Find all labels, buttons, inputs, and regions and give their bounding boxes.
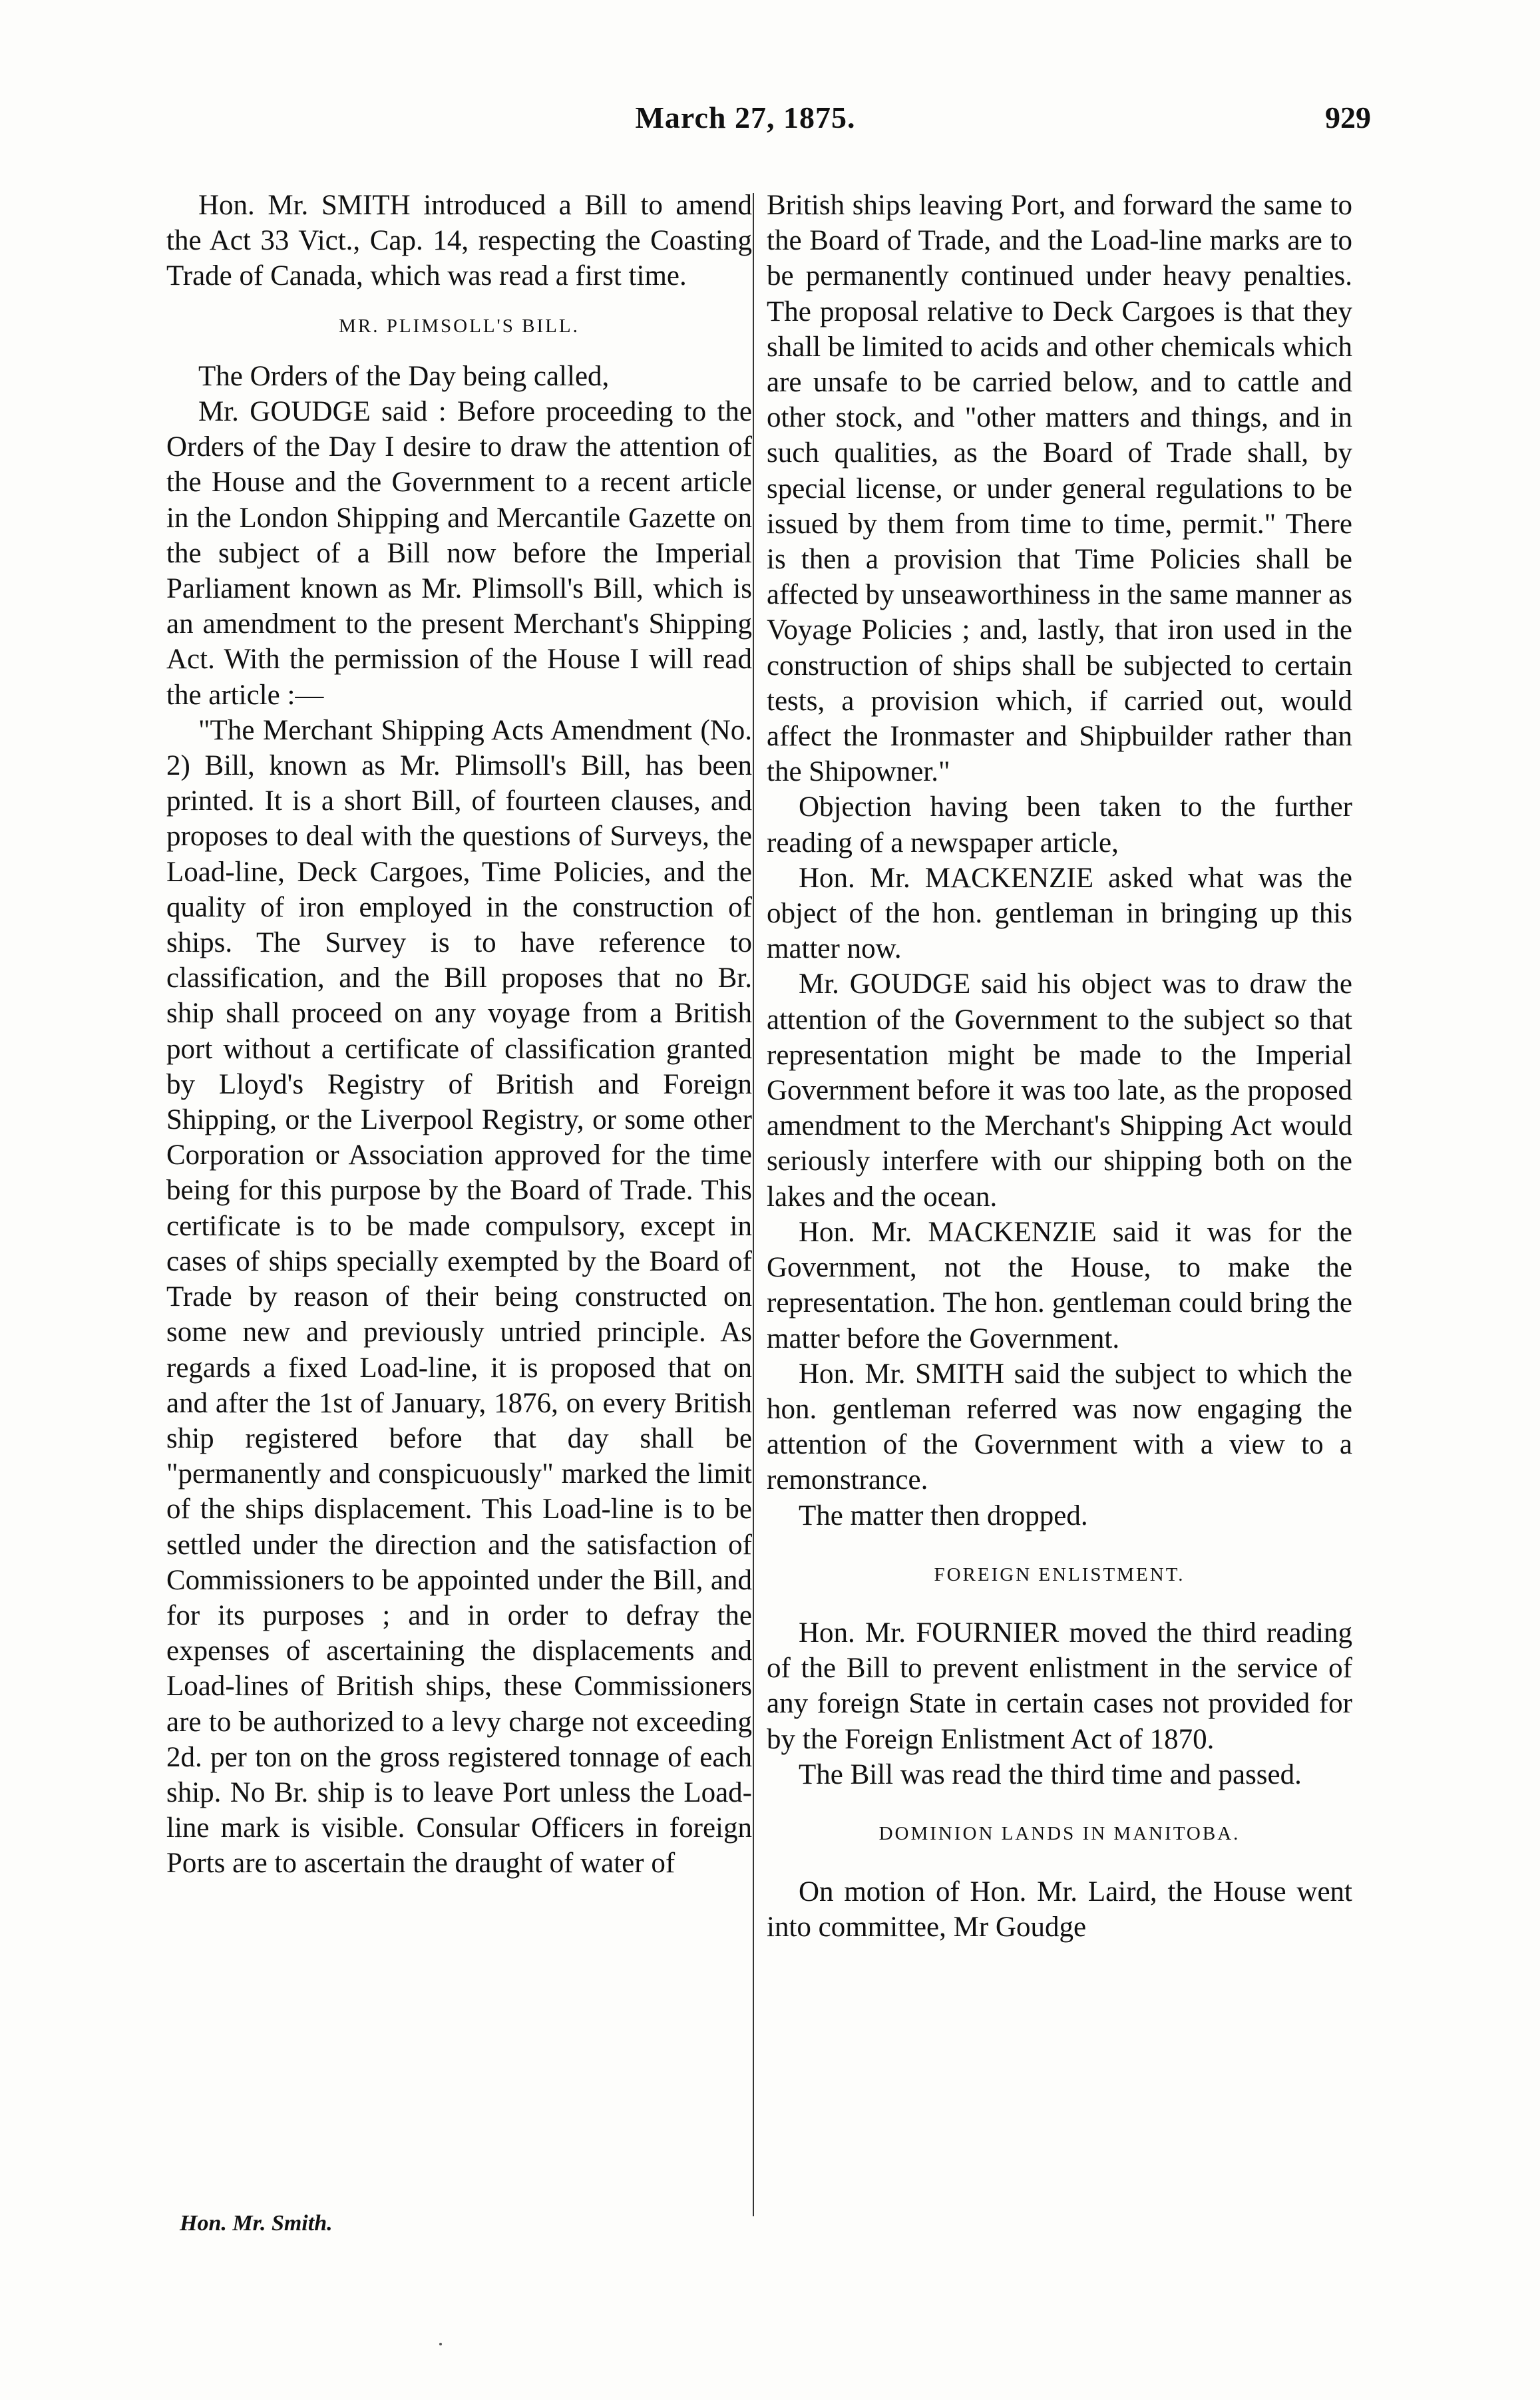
page-number: 929: [1325, 100, 1371, 134]
paragraph: Hon. Mr. FOURNIER moved the third reading of the Bill to prevent enlistment in the service of any foreign State in certain cases not provided for by the Foreign Enlistment Act of 1870.: [767, 1617, 1352, 1755]
paragraph: The Bill was read the third time and passed.: [799, 1758, 1302, 1790]
section-heading: DOMINION LANDS IN MANITOBA.: [878, 1822, 1241, 1844]
paragraph: The Orders of the Day being called,: [198, 360, 610, 392]
paragraph: The matter then dropped.: [799, 1500, 1088, 1531]
paragraph: Objection having been taken to the further reading of a newspaper article,: [767, 791, 1352, 859]
paragraph: Mr. GOUDGE said his object was to draw the attention of the Government to the subject so that representation might be made to the Imperial Government before it was too late, as the proposed amendment to the Merchant's Shipping Act would seriously interfere with our shipping both on the lakes and the ocean.: [767, 968, 1352, 1213]
paragraph: Hon. Mr. SMITH introduced a Bill to amend the Act 33 Vict., Cap. 14, respecting the Coasting Trade of Canada, which was read a first time.: [166, 190, 752, 292]
left-column: [166, 188, 752, 1882]
paragraph: British ships leaving Port, and forward the same to the Board of Trade, and the Load-line marks are to be permanently continued under heavy penalties. The proposal relative to Deck Cargoes is that they shall be limited to acids and other chemicals which are unsafe to be carried below, and to cattle and other stock, and "other matters and things, and in such qualities, as the Board of Trade shall, by special license, or under general regulations to be issued by them from time to time, permit." There is then a provision that Time Policies shall be affected by unseaworthiness in the same manner as Voyage Policies ; and, lastly, that iron used in the construction of ships shall be subjected to certain tests, a provision which, if carried out, would affect the Ironmaster and Shipbuilder rather than the Shipowner.": [767, 190, 1352, 788]
paragraph: "The Merchant Shipping Acts Amendment (No. 2) Bill, known as Mr. Plimsoll's Bill, has been printed. It is a short Bill, of fourteen clauses, and proposes to deal with the questions of Surveys, the Load-line, Deck Cargoes, Time Policies, and the quality of iron employed in the construction of ships. The Survey is to have reference to classification, and the Bill proposes that no Br. ship shall proceed on any voyage from a British port without a certificate of classification granted by Lloyd's Registry of British and Foreign Shipping, or the Liverpool Registry, or some other Corporation or Association approved for the time being for this purpose by the Board of Trade. This certificate is to be made compulsory, except in cases of ships specially exempted by the Board of Trade by reason of their being constructed on some new and previously untried principle. As regards a fixed Load-line, it is proposed that on and after the 1st of January, 1876, on every British ship registered before that day shall be "permanently and conspicuously" marked the limit of the ships displacement. This Load-line is to be settled under the direction and the satisfaction of Commissioners to be appointed under the Bill, and for its purposes ; and in order to defray the expenses of ascertaining the displacements and Load-lines of British ships, these Commissioners are to be authorized to a levy charge not exceeding 2d. per ton on the gross registered tonnage of each ship. No Br. ship is to leave Port unless the Load-line mark is visible. Consular Officers in foreign Ports are to ascertain the draught of water of: [166, 714, 752, 1880]
column-divider: [753, 193, 754, 2216]
paragraph: On motion of Hon. Mr. Laird, the House went into committee, Mr Goudge: [767, 1876, 1352, 1943]
paragraph: Hon. Mr. MACKENZIE said it was for the Government, not the House, to make the representation. The hon. gentleman could bring the matter before the Government.: [767, 1216, 1352, 1354]
section-heading: FOREIGN ENLISTMENT.: [934, 1563, 1185, 1585]
paragraph: Mr. GOUDGE said : Before proceeding to the Orders of the Day I desire to draw the attention of the House and the Government to a recent article in the London Shipping and Mercantile Gazette on the subject of a Bill now before the Imperial Parliament known as Mr. Plimsoll's Bill, which is an amendment to the present Merchant's Shipping Act. With the permission of the House I will read the article :—: [166, 396, 752, 711]
paragraph: Hon. Mr. SMITH said the subject to which the hon. gentleman referred was now engaging the attention of the Government with a view to a remonstrance.: [767, 1358, 1352, 1496]
page-date: March 27, 1875.: [635, 100, 856, 134]
right-column: [767, 188, 1352, 1945]
running-name: Hon. Mr. Smith.: [180, 2211, 333, 2236]
page-speck: [439, 2343, 442, 2345]
section-heading: MR. PLIMSOLL'S BILL.: [339, 315, 580, 337]
page-header: [120, 100, 1371, 160]
paragraph: Hon. Mr. MACKENZIE asked what was the object of the hon. gentleman in bringing up this matter now.: [767, 862, 1352, 965]
